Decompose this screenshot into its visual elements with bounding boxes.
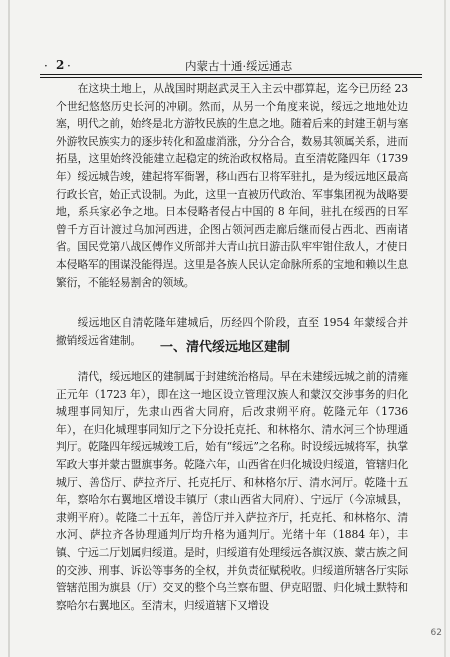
page-header bbox=[0, 0, 450, 76]
body-paragraph-2: 绥远地区自清乾隆年建城后，历经四个阶段，直至 1954 年蒙绥合并撤销绥远省建制。 bbox=[56, 316, 408, 347]
section-heading: 一、清代绥远地区建制 bbox=[159, 340, 290, 355]
scan-edge-left bbox=[8, 0, 10, 657]
page-number: 2 bbox=[56, 58, 65, 72]
page-number-dot-left: · bbox=[44, 59, 48, 73]
header-rule-thin bbox=[40, 77, 422, 78]
section-paragraph-1: 清代，绥远地区的建制属于封建统治格局。早在未建绥远城之前的清雍正元年（1723 年），即在这一地区设立管理汉族人和蒙汉交涉事务的归化城理事同知厅，先隶山西省大同府，后改隶朔平府。乾隆元年（1736 年），在归化城理事同知厅之下分设托克托、和林格尔、清水河三个协理通判厅。乾隆四年绥远城竣工后，始有“绥远”之名称。时设绥远城将军，执掌军政大事并蒙古盟旗事务。乾隆六年，山西省在归化城设归绥道，管辖归化城厅、善岱厅、萨拉齐厅、托克托厅、和林格尔厅、清水河厅。乾隆十五年，察哈尔右翼地区增设丰镇厅（隶山西省大同府）、宁远厅（今凉城县，隶朔平府）。乾隆二十五年，善岱厅并入萨拉齐厅，托克托、和林格尔、清水河、萨拉齐各协理通判厅均升格为通判厅。光绪十年（1884 年），丰镇、宁远二厅划属归绥道。是时，归绥道有处理绥远各旗汉族、蒙古族之间的交涉、刑事、诉讼等事务的全权，并负责征赋税收。归绥道所辖各厅实际管辖范围为旗县（厅）交叉的整个乌兰察布盟、伊克昭盟、归化城土默特和察哈尔右翼地区。至清末，归绥道辖下又增设 bbox=[56, 370, 408, 612]
scan-edge-right bbox=[444, 0, 446, 657]
header-rule-thick bbox=[40, 74, 422, 75]
margin-mark: 62 bbox=[430, 628, 442, 638]
running-title: 内蒙古十通·绥远通志 bbox=[185, 59, 293, 73]
page-number-dot-right: · bbox=[67, 59, 71, 73]
body-paragraph-1: 在这块土地上，从战国时期赵武灵王入主云中郡算起，迄今已历经 23 个世纪悠悠历史长河的冲刷。然而，从另一个角度来说，绥远之地地处边塞，明代之前，始终是北方游牧民族的生息之地。随着后来的封建王朝与塞外游牧民族实力的逐步转化和盈虚消涨，分分合合，数易其领属关系，进而拓垦，这里始终没能建立起稳定的统治政权格局。直至清乾隆四年（1739 年）绥远城告竣，建起将军衙署，移山西右卫将军驻扎，是为绥远地区最高行政长官，始正式设制。为此，这里一直被历代政治、军事集团视为战略要地，系兵家必争之地。日本侵略者侵占中国的 8 年间，驻扎在绥西的日军曾千方百计渡过乌加河西进，企图占领河西走廊后继而侵占西北、西南诸省。国民党第八战区傅作义所部并大青山抗日游击队牢牢钳住敌人，才使日本侵略军的围谋没能得逞。这里是各族人民认定命脉所系的宝地和赖以生息繁衍，不能轻易割舍的领域。 bbox=[56, 82, 408, 289]
